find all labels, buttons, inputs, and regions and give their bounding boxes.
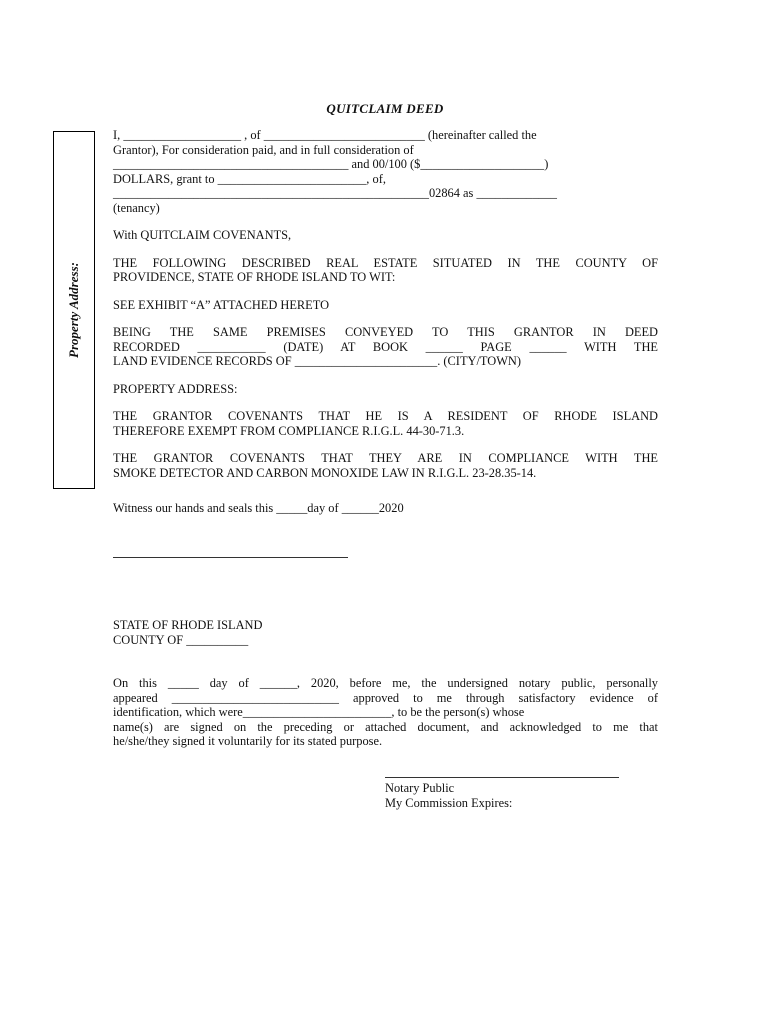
notary-public-label: Notary Public xyxy=(385,781,455,795)
exhibit-paragraph: SEE EXHIBIT “A” ATTACHED HERETO xyxy=(113,297,330,312)
smoke-line: THE GRANTOR COVENANTS THAT THEY ARE IN COMPLIANCE WITH THE xyxy=(113,451,658,465)
property-address-box xyxy=(53,131,95,489)
premises-paragraph xyxy=(113,325,658,369)
smoke-detector-paragraph xyxy=(113,451,658,480)
commission-expires-label: My Commission Expires: xyxy=(385,795,513,810)
grantor-line: ______________________________________ and 00/100 ($____________________) xyxy=(113,157,549,171)
acknowledgment-header xyxy=(113,618,658,647)
grantor-line: Grantor), For consideration paid, and in full consideration of xyxy=(113,142,414,157)
real-estate-line: PROVIDENCE, STATE OF RHODE ISLAND TO WIT: xyxy=(113,270,396,284)
premises-line: LAND EVIDENCE RECORDS OF _______________________. (CITY/TOWN) xyxy=(113,354,521,368)
resident-line: THE GRANTOR COVENANTS THAT HE IS A RESIDENT OF RHODE ISLAND xyxy=(113,409,658,423)
premises-line: RECORDED ___________ (DATE) AT BOOK ______ PAGE ______ WITH THE xyxy=(113,339,658,354)
smoke-line: SMOKE DETECTOR AND CARBON MONOXIDE LAW IN R.I.G.L. 23-28.35-14. xyxy=(113,465,537,480)
resident-line: THEREFORE EXEMPT FROM COMPLIANCE R.I.G.L. 44-30-71.3. xyxy=(113,423,465,438)
deed-body xyxy=(113,128,658,529)
notary-signature-block xyxy=(385,777,625,810)
real-estate-paragraph xyxy=(113,256,658,285)
grantor-line: ___________________________________________________02864 as _____________ xyxy=(113,186,557,200)
notary-line: identification, which were________________________, to be the person(s) whose xyxy=(113,705,525,719)
grantor-signature-line xyxy=(113,557,348,558)
notary-line: On this _____ day of ______, 2020, before me, the undersigned notary public, personally xyxy=(113,676,658,690)
resident-paragraph xyxy=(113,409,658,438)
state-line: STATE OF RHODE ISLAND xyxy=(113,618,263,632)
covenants-heading: With QUITCLAIM COVENANTS, xyxy=(113,228,292,242)
notary-acknowledgment xyxy=(113,676,658,749)
notary-line: appeared ___________________________ approved to me through satisfactory evidence of xyxy=(113,690,658,705)
property-address-heading: PROPERTY ADDRESS: xyxy=(113,381,238,396)
witness-line: Witness our hands and seals this _____day of ______2020 xyxy=(113,501,404,515)
notary-line: he/she/they signed it voluntarily for its stated purpose. xyxy=(113,734,383,748)
grantor-paragraph xyxy=(113,128,658,215)
premises-line: BEING THE SAME PREMISES CONVEYED TO THIS GRANTOR IN DEED xyxy=(113,325,658,339)
county-line: COUNTY OF __________ xyxy=(113,632,249,647)
grantor-line: (tenancy) xyxy=(113,200,160,215)
notary-line: name(s) are signed on the preceding or attached document, and acknowledged to me that xyxy=(113,719,658,734)
property-address-label: Property Address: xyxy=(66,262,81,358)
grantor-line: DOLLARS, grant to ________________________, of, xyxy=(113,171,386,186)
document-title: QUITCLAIM DEED xyxy=(326,101,444,116)
real-estate-line: THE FOLLOWING DESCRIBED REAL ESTATE SITUATED IN THE COUNTY OF xyxy=(113,255,658,270)
grantor-line: I, ___________________ , of __________________________ (hereinafter called the xyxy=(113,128,537,142)
notary-signature-line xyxy=(385,777,619,778)
